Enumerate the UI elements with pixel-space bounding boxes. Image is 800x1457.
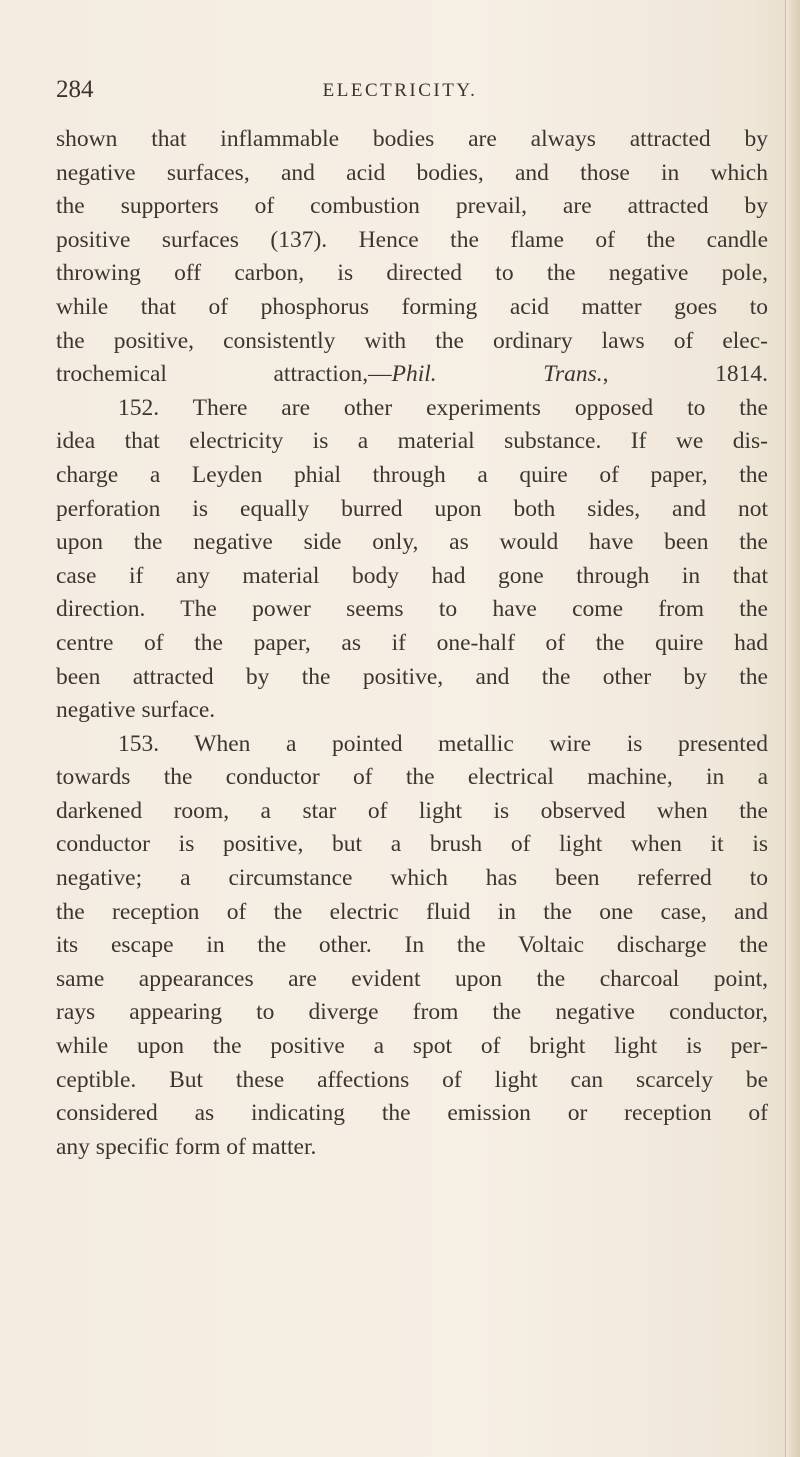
- text-line: centre of the paper, as if one-half of the quire had: [56, 629, 768, 656]
- text-line: shown that inflammable bodies are always attracted by: [56, 126, 768, 152]
- text-line: perforation is equally burred upon both sides, and not: [56, 495, 768, 522]
- text-line: while that of phosphorus forming acid matter goes to: [56, 293, 768, 320]
- text-line: upon the negative side only, as would have been the: [56, 529, 768, 556]
- running-head: [0, 76, 800, 116]
- text-fragment: trochemical attraction,—: [56, 361, 392, 388]
- text-line: its escape in the other. In the Voltaic discharge the: [56, 932, 768, 959]
- text-line: considered as indicating the emission or reception of: [56, 1100, 768, 1127]
- text-line: the positive, consistently with the ordinary laws of elec-: [56, 327, 768, 354]
- text-line: towards the conductor of the electrical machine, in a: [56, 764, 768, 791]
- citation-journal: Phil. Trans.: [391, 361, 603, 388]
- text-line: idea that electricity is a material substance. If we dis-: [56, 428, 768, 455]
- text-line-with-citation: [56, 358, 768, 392]
- text-line: the supporters of combustion prevail, are attracted by: [56, 193, 768, 220]
- text-line: negative; a circumstance which has been referred to: [56, 865, 768, 892]
- body-text: [56, 123, 768, 1164]
- text-line: same appearances are evident upon the charcoal point,: [56, 965, 768, 992]
- page-gutter-edge: [785, 0, 800, 1457]
- running-title: ELECTRICITY.: [322, 80, 478, 101]
- citation-year: , 1814.: [602, 361, 768, 388]
- text-line: rays appearing to diverge from the negative conductor,: [56, 999, 768, 1026]
- text-line: negative surface.: [56, 697, 216, 724]
- text-line: conductor is positive, but a brush of light when it is: [56, 831, 768, 858]
- text-line: while upon the positive a spot of bright light is per-: [56, 1033, 768, 1060]
- text-line: the reception of the electric fluid in the one case, and: [56, 898, 768, 925]
- text-line: negative surfaces, and acid bodies, and those in which: [56, 159, 768, 186]
- text-line: positive surfaces (137). Hence the flame of the candle: [56, 226, 768, 253]
- paragraph-153-start: 153. When a pointed metallic wire is presented: [118, 730, 768, 757]
- text-line: case if any material body had gone through in that: [56, 562, 768, 589]
- text-line: charge a Leyden phial through a quire of paper, the: [56, 461, 768, 488]
- page-number: 284: [56, 76, 94, 103]
- text-line: darkened room, a star of light is observed when the: [56, 797, 768, 824]
- text-line: been attracted by the positive, and the other by the: [56, 663, 768, 690]
- text-line: any specific form of matter.: [56, 1133, 317, 1160]
- text-line: throwing off carbon, is directed to the negative pole,: [56, 260, 768, 287]
- paragraph-152-start: 152. There are other experiments opposed to the: [118, 394, 768, 421]
- text-line: direction. The power seems to have come from the: [56, 596, 768, 623]
- text-line: ceptible. But these affections of light can scarcely be: [56, 1066, 768, 1093]
